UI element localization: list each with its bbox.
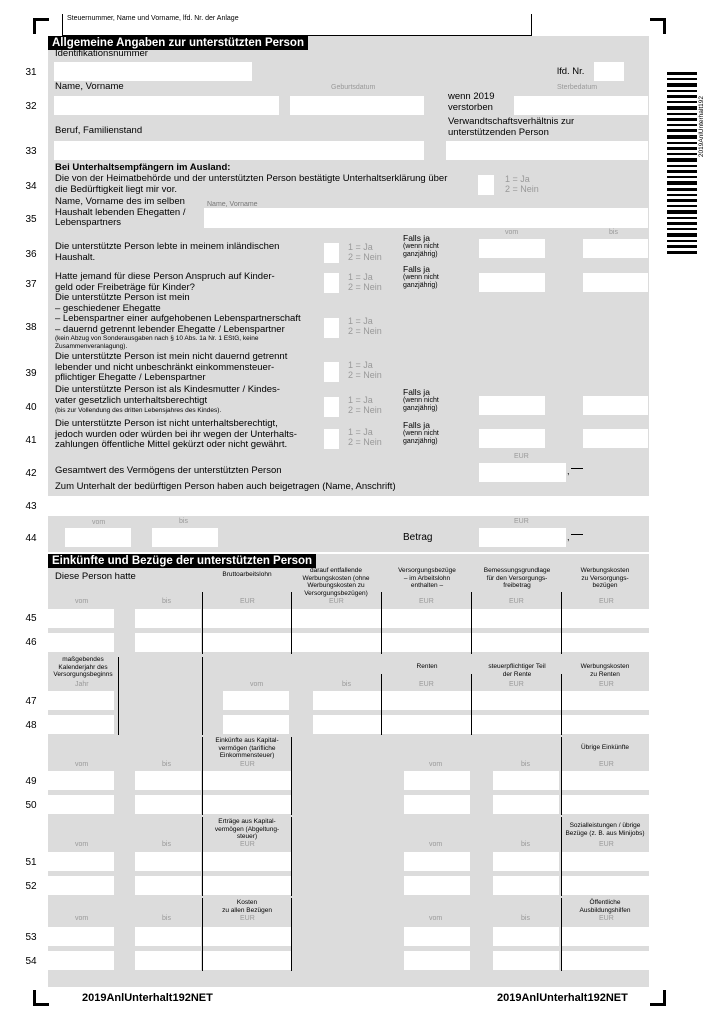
abroad-heading: Bei Unterhaltsempfängern im Ausland: <box>55 162 231 173</box>
g5-divider-1 <box>202 898 203 971</box>
id-number-field[interactable] <box>54 62 252 81</box>
g4-divider-1 <box>202 817 203 896</box>
row-50-number: 50 <box>25 800 37 811</box>
amount-field[interactable] <box>479 528 566 547</box>
r49-to2[interactable] <box>493 771 559 790</box>
row-46-number: 46 <box>25 637 37 648</box>
amount-eur-label: EUR <box>514 518 529 525</box>
footer-right: 2019AnlUnterhalt192NET <box>497 992 628 1004</box>
g4-divider-2 <box>291 817 292 896</box>
g1-divider-2 <box>291 592 292 654</box>
corner-mark-tr <box>650 18 666 34</box>
g2-col-costs: Werbungskosten zu Renten <box>580 663 630 678</box>
section1-title: Allgemeine Angaben zur unterstützten Person <box>48 36 308 50</box>
g4-col-capital-flat: Erträge aus Kapital- vermögen (Abgeltung- steuer) <box>214 818 280 840</box>
g3-col-capital-tariff: Einkünfte aus Kapital- vermögen (tarifliche Einkommensteuer) <box>215 737 279 759</box>
row-31-number: 31 <box>25 67 37 78</box>
public-funds-from-field[interactable] <box>479 429 545 448</box>
g1-eur-3: EUR <box>419 598 434 605</box>
r49-capital[interactable] <box>203 771 291 790</box>
g2-divider-5 <box>561 674 562 735</box>
row-45-number: 45 <box>25 613 37 624</box>
row-35-number: 35 <box>25 214 37 225</box>
r54-costs[interactable] <box>203 951 291 970</box>
assets-label: Gesamtwert des Vermögens der unterstützten Person <box>55 465 282 476</box>
r51-from[interactable] <box>48 852 114 871</box>
g4-to-header: bis <box>162 841 171 848</box>
g2-divider-4 <box>471 674 472 735</box>
taxid-field[interactable] <box>62 14 532 36</box>
g3-eur-2: EUR <box>599 761 614 768</box>
g2-eur-1: EUR <box>419 681 434 688</box>
row-51-number: 51 <box>25 857 37 868</box>
r51-to2[interactable] <box>493 852 559 871</box>
r49-from2[interactable] <box>404 771 470 790</box>
r54-from2[interactable] <box>404 951 470 970</box>
contributors-label: Zum Unterhalt der bedürftigen Person haben auch beigetragen (Name, Anschrift) <box>55 481 396 492</box>
child-benefit-label: Hatte jemand für diese Person Anspruch auf Kinder- geld oder Freibeträge für Kinder? <box>55 271 275 293</box>
name-field[interactable] <box>54 96 279 115</box>
r52-social[interactable] <box>562 876 649 895</box>
r51-social[interactable] <box>562 852 649 871</box>
r48-from[interactable] <box>223 715 289 734</box>
g2-year-header: Jahr <box>75 681 89 688</box>
r52-from2[interactable] <box>404 876 470 895</box>
relationship-field[interactable] <box>446 141 648 160</box>
row-43-number: 43 <box>25 501 37 512</box>
r53-from[interactable] <box>48 927 114 946</box>
r53-from2[interactable] <box>404 927 470 946</box>
public-funds-falls-ja: Falls ja (wenn nicht ganzjährig) <box>403 420 439 445</box>
amount-label: Betrag <box>403 532 433 543</box>
g1-divider-4 <box>471 592 472 654</box>
r50-to[interactable] <box>135 795 201 814</box>
g1-col-base: Bemessungsgrundlage für den Versorgungs- freibetrag <box>483 567 551 589</box>
child-benefit-to-field[interactable] <box>583 273 648 292</box>
parent-label: Die unterstützte Person ist als Kindesmutter / Kindes- vater gesetzlich unterhaltsberechtigt <box>55 384 280 406</box>
barcode-text: 2019AnlUnterhalt192 <box>698 96 705 158</box>
g4-to2-header: bis <box>521 841 530 848</box>
g2-to-header: bis <box>342 681 351 688</box>
assets-eur-label: EUR <box>514 453 529 460</box>
child-benefit-falls-ja: Falls ja (wenn nicht ganzjährig) <box>403 264 439 289</box>
r54-to2[interactable] <box>493 951 559 970</box>
g5-col-training: Öffentliche Ausbildungshilfen <box>579 899 631 914</box>
g1-from-header: vom <box>75 598 89 605</box>
row-38-number: 38 <box>25 322 37 333</box>
row-33-number: 33 <box>25 146 37 157</box>
r47-from[interactable] <box>223 691 289 710</box>
child-benefit-field[interactable] <box>324 273 339 293</box>
child-benefit-from-field[interactable] <box>479 273 545 292</box>
g5-col-costs: Kosten zu allen Bezügen <box>222 899 272 914</box>
row-48-number: 48 <box>25 720 37 731</box>
r53-costs[interactable] <box>203 927 291 946</box>
g5-from2-header: vom <box>429 915 443 922</box>
divorced-field[interactable] <box>324 318 339 338</box>
r45-to[interactable] <box>135 609 201 628</box>
g1-col-pensions: Versorgungsbezüge – im Arbeitslohn enthalten – <box>398 567 456 589</box>
spouse-label: Name, Vorname des im selben Haushalt lebenden Ehegatten / Lebenspartners <box>55 196 186 228</box>
r47-to[interactable] <box>313 691 649 710</box>
divorced-options: 1 = Ja 2 = Nein <box>348 316 382 336</box>
parent-from-field[interactable] <box>479 396 545 415</box>
row-40-number: 40 <box>25 402 37 413</box>
assets-cents-line <box>571 468 583 469</box>
corner-mark-br <box>650 990 666 1006</box>
parent-falls-ja: Falls ja (wenn nicht ganzjährig) <box>403 387 439 412</box>
amount-decimal-mark: , <box>567 532 570 542</box>
g1-eur-2: EUR <box>329 598 344 605</box>
r47-year[interactable] <box>48 691 114 710</box>
g4-col-social: Sozialleistungen / übrige Bezüge (z. B. aus Minijobs) <box>565 822 645 837</box>
spouse-abroad-options: 1 = Ja 2 = Nein <box>348 360 382 380</box>
r48-year[interactable] <box>48 715 114 734</box>
r45-gross-wage[interactable] <box>203 609 649 628</box>
g3-divider-2 <box>291 737 292 815</box>
r50-from[interactable] <box>48 795 114 814</box>
g2-col-pensions: Renten <box>416 663 438 670</box>
r53-to2[interactable] <box>493 927 559 946</box>
corner-mark-tl <box>33 18 49 34</box>
g2-col-taxable: steuerpflichtiger Teil der Rente <box>488 663 546 678</box>
r53-training[interactable] <box>562 927 649 946</box>
birthdate-label: Geburtsdatum <box>331 84 376 91</box>
r50-to2[interactable] <box>493 795 559 814</box>
g1-to-header: bis <box>162 598 171 605</box>
g1-eur-5: EUR <box>599 598 614 605</box>
public-funds-field[interactable] <box>324 429 339 449</box>
row-36-number: 36 <box>25 249 37 260</box>
barcode <box>667 72 697 256</box>
spouse-inner-label: Name, Vorname <box>207 201 258 208</box>
spouse-field[interactable] <box>204 208 648 228</box>
row-52-number: 52 <box>25 881 37 892</box>
name-label: Name, Vorname <box>55 81 124 92</box>
household-options: 1 = Ja 2 = Nein <box>348 242 382 262</box>
row-34-number: 34 <box>25 181 37 192</box>
r48-to[interactable] <box>313 715 649 734</box>
id-number-label: Identifikationsnummer <box>55 48 148 59</box>
g2-eur-3: EUR <box>599 681 614 688</box>
g2-eur-2: EUR <box>509 681 524 688</box>
r51-to[interactable] <box>135 852 201 871</box>
g4-from2-header: vom <box>429 841 443 848</box>
g4-divider-3 <box>561 817 562 896</box>
g3-to2-header: bis <box>521 761 530 768</box>
abroad-declaration-options: 1 = Ja 2 = Nein <box>505 174 539 194</box>
g5-to2-header: bis <box>521 915 530 922</box>
g5-eur-1: EUR <box>240 915 255 922</box>
g5-divider-2 <box>291 898 292 971</box>
g1-col-wage-costs: darauf entfallende Werbungskosten (ohne Werbungskosten zu Versorgungsbezügen) <box>302 567 370 597</box>
deceased-label: wenn 2019 verstorben <box>448 91 495 113</box>
amount-cents-line <box>571 534 583 535</box>
row-37-number: 37 <box>25 279 37 290</box>
g1-divider-1 <box>202 592 203 654</box>
g3-from2-header: vom <box>429 761 443 768</box>
r49-from[interactable] <box>48 771 114 790</box>
r51-capital[interactable] <box>203 852 291 871</box>
g3-from-header: vom <box>75 761 89 768</box>
household-field[interactable] <box>324 243 339 263</box>
g3-col-other-income: Übrige Einkünfte <box>580 744 630 751</box>
g5-to-header: bis <box>162 915 171 922</box>
r45-from[interactable] <box>48 609 114 628</box>
r49-to[interactable] <box>135 771 201 790</box>
divorced-label: Die unterstützte Person ist mein – geschiedener Ehegatte – Lebenspartner einer aufgehobenen Lebenspartnerschaft – dauernd getrennt lebender Ehegatte / Lebenspartner <box>55 292 301 335</box>
parent-field[interactable] <box>324 397 339 417</box>
profession-label: Beruf, Familienstand <box>55 125 143 136</box>
r52-from[interactable] <box>48 876 114 895</box>
g2-divider-3 <box>381 674 382 735</box>
g1-col-pension-costs: Werbungskosten zu Versorgungs- bezügen <box>580 567 630 589</box>
row-44-number: 44 <box>25 533 37 544</box>
r46-from[interactable] <box>48 633 114 652</box>
spouse-abroad-field[interactable] <box>324 362 339 382</box>
birthdate-field[interactable] <box>290 96 424 115</box>
row-42-number: 42 <box>25 468 37 479</box>
g2-divider-1 <box>118 657 119 735</box>
row-47-number: 47 <box>25 696 37 707</box>
g5-divider-3 <box>561 898 562 971</box>
g1-eur-1: EUR <box>240 598 255 605</box>
household-from-field[interactable] <box>479 239 545 258</box>
corner-mark-bl <box>33 990 49 1006</box>
section2-title: Einkünfte und Bezüge der unterstützten Person <box>48 554 316 568</box>
period-from-header: vom <box>505 229 519 236</box>
row-39-number: 39 <box>25 368 37 379</box>
deathdate-label: Sterbedatum <box>557 84 598 91</box>
r51-from2[interactable] <box>404 852 470 871</box>
r49-other[interactable] <box>562 771 649 790</box>
row-49-number: 49 <box>25 776 37 787</box>
contributors-field[interactable] <box>48 496 649 516</box>
g1-col-gross-wage: Bruttoarbeitslohn <box>222 571 272 578</box>
g5-from-header: vom <box>75 915 89 922</box>
g4-eur-1: EUR <box>240 841 255 848</box>
g5-eur-2: EUR <box>599 915 614 922</box>
contrib-to-field[interactable] <box>152 528 218 547</box>
abroad-declaration-label: Die von der Heimatbehörde und der unterstützten Person bestätigte Unterhaltserklärung über die Bedürftigkeit liegt mir vor. <box>55 173 448 195</box>
deathdate-field[interactable] <box>514 96 648 115</box>
household-to-field[interactable] <box>583 239 648 258</box>
lfd-nr-label: lfd. Nr. <box>557 66 585 77</box>
public-funds-to-field[interactable] <box>583 429 648 448</box>
g3-divider-1 <box>202 737 203 815</box>
assets-field[interactable] <box>479 463 566 482</box>
spouse-abroad-label: Die unterstützte Person ist mein nicht dauernd getrennt lebender und nicht unbeschränkt einkommensteuer- pflichtiger Ehegatte / Lebenspartner <box>55 351 288 383</box>
r46-to[interactable] <box>135 633 201 652</box>
r50-from2[interactable] <box>404 795 470 814</box>
g1-divider-5 <box>561 592 562 654</box>
r46-gross-wage[interactable] <box>203 633 649 652</box>
parent-note: (bis zur Vollendung des dritten Lebensjahres des Kindes). <box>55 407 222 414</box>
g3-divider-3 <box>561 737 562 815</box>
household-falls-ja: Falls ja (wenn nicht ganzjährig) <box>403 233 439 258</box>
r50-other[interactable] <box>562 795 649 814</box>
public-funds-label: Die unterstützte Person ist nicht unterhaltsberechtigt, jedoch wurden oder würden bei ihr wegen der Unterhalts- zahlungen öffentliche Mittel gekürzt oder nicht gewährt. <box>55 418 297 450</box>
parent-to-field[interactable] <box>583 396 648 415</box>
g3-eur-1: EUR <box>240 761 255 768</box>
g4-from-header: vom <box>75 841 89 848</box>
r54-to[interactable] <box>135 951 201 970</box>
parent-options: 1 = Ja 2 = Nein <box>348 395 382 415</box>
row-41-number: 41 <box>25 435 37 446</box>
lfd-nr-field[interactable] <box>594 62 624 81</box>
child-benefit-options: 1 = Ja 2 = Nein <box>348 272 382 292</box>
abroad-declaration-field[interactable] <box>478 175 494 195</box>
g2-col-year: maßgebendes Kalenderjahr des Versorgungsbeginns <box>53 656 113 678</box>
contrib-from-header: vom <box>92 519 106 526</box>
taxid-label: Steuernummer, Name und Vorname, lfd. Nr. der Anlage <box>67 15 239 22</box>
footer-left: 2019AnlUnterhalt192NET <box>82 992 213 1004</box>
public-funds-options: 1 = Ja 2 = Nein <box>348 427 382 447</box>
r52-capital[interactable] <box>203 876 291 895</box>
relationship-label: Verwandtschaftsverhältnis zur unterstützenden Person <box>448 116 575 138</box>
r54-training[interactable] <box>562 951 649 970</box>
contrib-from-field[interactable] <box>65 528 131 547</box>
had-label: Diese Person hatte <box>55 571 136 582</box>
g1-eur-4: EUR <box>509 598 524 605</box>
g2-from-header: vom <box>250 681 264 688</box>
r53-to[interactable] <box>135 927 201 946</box>
divorced-note: (kein Abzug von Sonderausgaben nach § 10 Abs. 1a Nr. 1 EStG, keine Zusammenveranlagung). <box>55 335 259 350</box>
g3-to-header: bis <box>162 761 171 768</box>
r52-to2[interactable] <box>493 876 559 895</box>
household-label: Die unterstützte Person lebte in meinem inländischen Haushalt. <box>55 241 280 263</box>
period-to-header: bis <box>609 229 618 236</box>
row-32-number: 32 <box>25 101 37 112</box>
row-54-number: 54 <box>25 956 37 967</box>
g2-divider-2 <box>202 657 203 735</box>
profession-field[interactable] <box>54 141 424 160</box>
assets-decimal-mark: , <box>567 466 570 476</box>
g4-eur-2: EUR <box>599 841 614 848</box>
r52-to[interactable] <box>135 876 201 895</box>
row-53-number: 53 <box>25 932 37 943</box>
r50-capital[interactable] <box>203 795 291 814</box>
r54-from[interactable] <box>48 951 114 970</box>
g1-divider-3 <box>381 592 382 654</box>
contrib-to-header: bis <box>179 518 188 525</box>
